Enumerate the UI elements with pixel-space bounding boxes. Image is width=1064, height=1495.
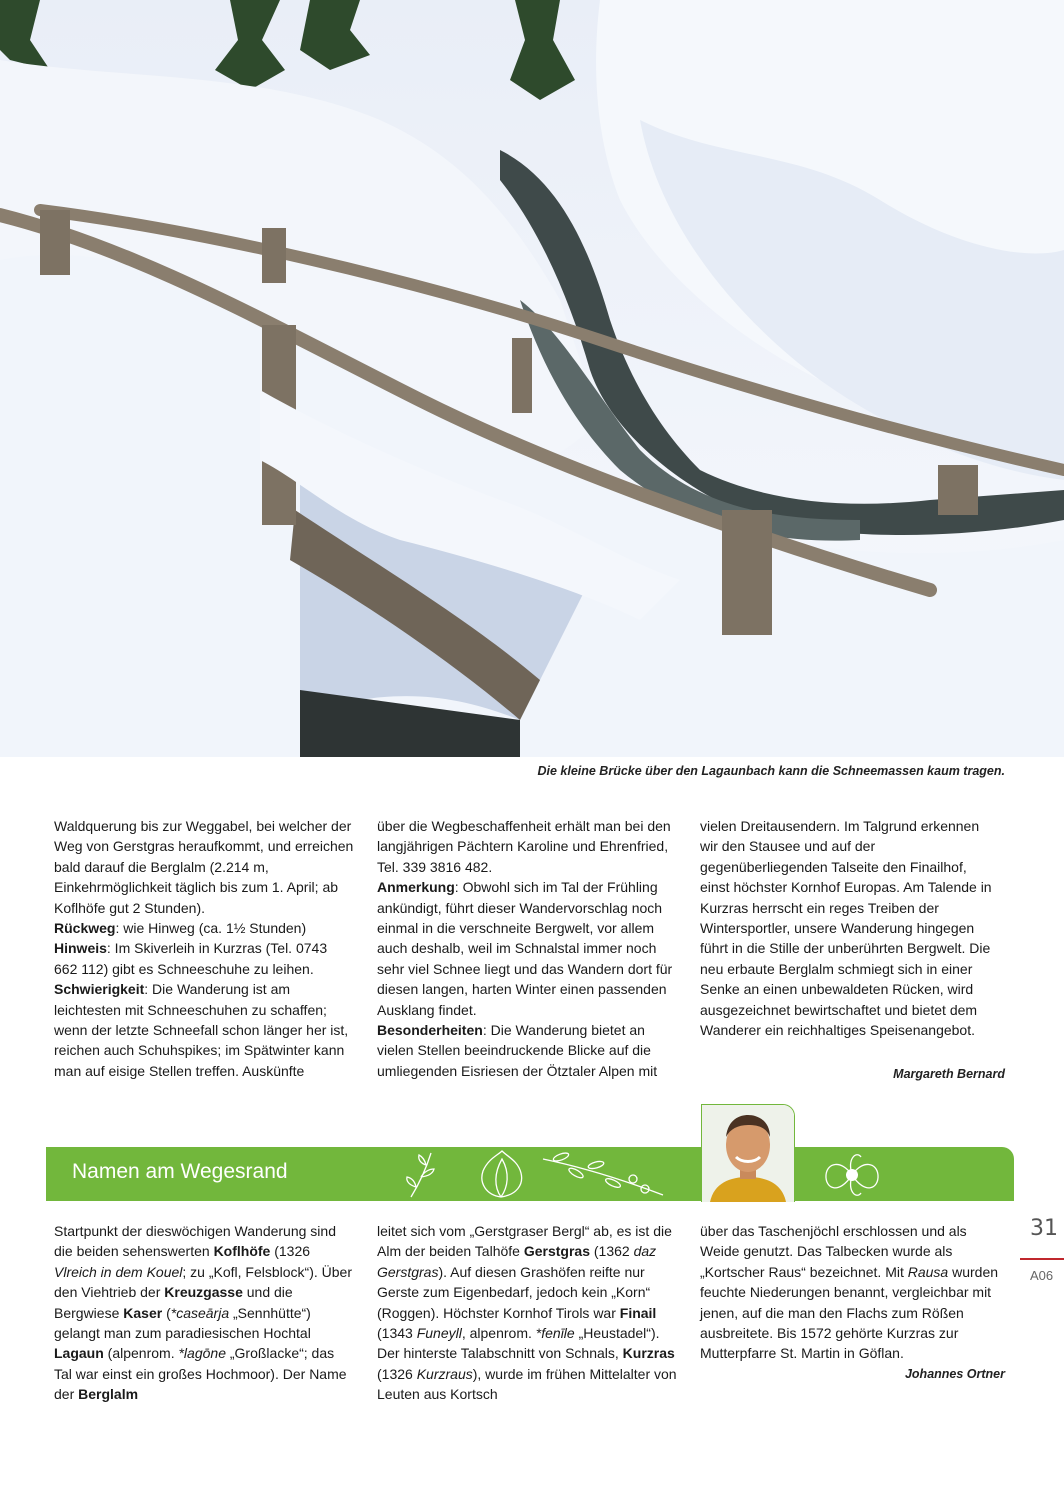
rose-bud-icon	[474, 1149, 529, 1199]
names-column-1	[54, 1221, 354, 1405]
text-run: über das Taschenjöchl erschlossen und als Weide genutzt. Das Talbecken wurde als „Kortscher Raus“ bezeichnet. Mit	[700, 1223, 967, 1280]
text-run: , alpenrom.	[461, 1325, 536, 1342]
text-run: (1343	[377, 1325, 417, 1342]
text-run: und die Bergwiese	[54, 1284, 293, 1321]
paragraph-text: : Die Wanderung bietet an vielen Stellen beeindruckende Blicke auf die umliegenden Eisriesen der Ötztaler Alpen mit	[377, 1022, 658, 1079]
article-column-1	[54, 816, 354, 1081]
historic-form: *caseārja	[170, 1304, 230, 1321]
historic-form: *lagōne	[178, 1345, 226, 1362]
paragraph	[54, 816, 354, 918]
historic-form: Vlreich in dem Kouel	[54, 1263, 183, 1280]
section-banner	[46, 1147, 1014, 1201]
place-name: Kreuzgasse	[164, 1284, 243, 1301]
herb-sprig-icon	[401, 1149, 446, 1199]
paragraph-text: Waldquerung bis zur Weggabel, bei welcher der Weg von Gerstgras heraufkommt, und erreichen bald darauf die Berglalm (2.214 m, Einkehrmöglichkeit täglich bis zum 1. April; ab Koflhöfe gut 2 Stunden).	[54, 818, 354, 916]
paragraph-label: Besonderheiten	[377, 1022, 483, 1039]
historic-form: Kurzraus	[416, 1365, 473, 1382]
text-run: wurden feuchte Niederungen benannt, vergleichbar mit jenen, auf die man den Flachs zum Rößen ausbreitete. Bis 1572 gehörte Kurzras zur Mutterpfarre St. Martin in Göflan.	[700, 1263, 999, 1362]
text-run: ), wurde im frühen Mittelalter von Leuten aus Kortsch	[377, 1365, 677, 1403]
photo-caption: Die kleine Brücke über den Lagaunbach kann die Schneemassen kaum tragen.	[537, 764, 1005, 778]
author-portrait-icon	[702, 1105, 794, 1202]
paragraph-text: über die Wegbeschaffenheit erhält man bei den langjährigen Pächtern Karoline und Ehrenfried, Tel. 339 3816 482.	[377, 818, 671, 875]
page-rule	[1020, 1258, 1064, 1260]
paragraph	[54, 979, 354, 1081]
paragraph	[54, 938, 354, 979]
paragraph	[377, 877, 677, 1020]
text-run: (1326	[377, 1365, 417, 1382]
text-run: „Sennhütte“) gelangt man zum paradiesischen Hochtal	[54, 1304, 311, 1342]
paragraph	[54, 1221, 354, 1405]
text-run: „Heustadel“). Der hinterste Talabschnitt von Schnals,	[377, 1325, 660, 1362]
historic-form: daz Gerstgras	[377, 1243, 657, 1280]
paragraph-text: : Im Skiverleih in Kurzras (Tel. 0743 662 112) gibt es Schneeschuhe zu leihen.	[54, 940, 328, 977]
place-name: Kurzras	[622, 1345, 675, 1362]
paragraph	[377, 1020, 677, 1081]
article-column-2	[377, 816, 677, 1081]
place-name: Finail	[619, 1304, 657, 1321]
paragraph-text: vielen Dreitausendern. Im Talgrund erkennen wir den Stausee und auf der gegenüberliegenden Talseite den Finailhof, einst höchster Kornhof Europas. Am Talende in Kurzras herrscht ein reges Treiben der Wintersportler, unsere Wanderung hingegen führt in die Stille der unberührten Bergwelt. Die neu erbaute Berglalm schmiegt sich in einer Senke an einen unbewaldeten Rücken, wird ausgezeichnet bewirtschaftet und bietet dem Wanderer ein reichhaltiges Speisenangebot.	[700, 818, 992, 1039]
paragraph-label: Schwierigkeit	[54, 981, 145, 998]
page-number: 31	[1030, 1216, 1058, 1241]
paragraph	[377, 1221, 677, 1405]
paragraph-label: Anmerkung	[377, 879, 455, 896]
place-name: Gerstgras	[523, 1243, 590, 1260]
paragraph	[54, 918, 354, 938]
text-run: (1326	[270, 1243, 311, 1260]
historic-form: Funeyll	[416, 1325, 462, 1342]
text-run: ). Auf diesen Grashöfen reifte nur Gerste zum Eigenbedarf, jedoch kein „Korn“ (Roggen). Höchster Kornhof Tirols war	[377, 1263, 651, 1321]
text-run: (1362	[590, 1243, 634, 1260]
olive-branch-icon	[541, 1149, 666, 1199]
article-author: Margareth Bernard	[893, 1067, 1005, 1081]
place-name: Kaser	[123, 1304, 163, 1321]
page-code: A06	[1030, 1268, 1054, 1283]
place-name: Lagaun	[54, 1345, 104, 1362]
paragraph-label: Rückweg	[54, 920, 116, 937]
section-title: Namen am Wegesrand	[72, 1160, 288, 1183]
text-run: Startpunkt der dieswöchigen Wanderung sind die beiden sehenswerten	[54, 1223, 336, 1260]
place-name: Koflhöfe	[213, 1243, 271, 1260]
poppy-flower-icon	[821, 1149, 883, 1201]
text-run: ; zu „Kofl, Felsblock“). Über den Viehtrieb der	[54, 1263, 353, 1301]
text-run: leitet sich vom „Gerstgraser Bergl“ ab, es ist die Alm der beiden Talhöfe	[377, 1223, 672, 1260]
paragraph	[700, 1221, 1000, 1364]
text-run: (	[162, 1304, 171, 1321]
paragraph-label: Hinweis	[54, 940, 107, 957]
names-column-3	[700, 1221, 1000, 1364]
names-author: Johannes Ortner	[904, 1367, 1005, 1381]
text-run: „Großlacke“; das Tal war einst ein großes Hochmoor). Der Name der	[54, 1345, 347, 1403]
paragraph	[377, 816, 677, 877]
historic-form: *fenīle	[535, 1325, 575, 1342]
place-name: Berglalm	[78, 1386, 139, 1403]
paragraph-text: : Obwohl sich im Tal der Frühling ankündigt, führt dieser Wandervorschlag noch einmal in die verschneite Bergwelt, vor allem auch deshalb, weil im Schnalstal immer noch sehr viel Schnee liegt und das Wandern dort für diesen langen, harten Winter einen passenden Ausklang findet.	[377, 879, 673, 1018]
text-run: (alpenrom.	[103, 1345, 179, 1362]
article-column-3	[700, 816, 1000, 1040]
author-portrait	[701, 1104, 795, 1202]
names-column-2	[377, 1221, 677, 1405]
paragraph	[700, 816, 1000, 1040]
paragraph-text: : Die Wanderung ist am leichtesten mit Schneeschuhen zu schaffen; wenn der letzte Schneefall schon länger her ist, reichen auch Schuhspikes; im Spätwinter kann man auf eisige Stellen treffen. Auskünfte	[54, 981, 349, 1079]
historic-form: Rausa	[907, 1263, 949, 1280]
paragraph-text: : wie Hinweg (ca. 1½ Stunden)	[115, 920, 307, 937]
